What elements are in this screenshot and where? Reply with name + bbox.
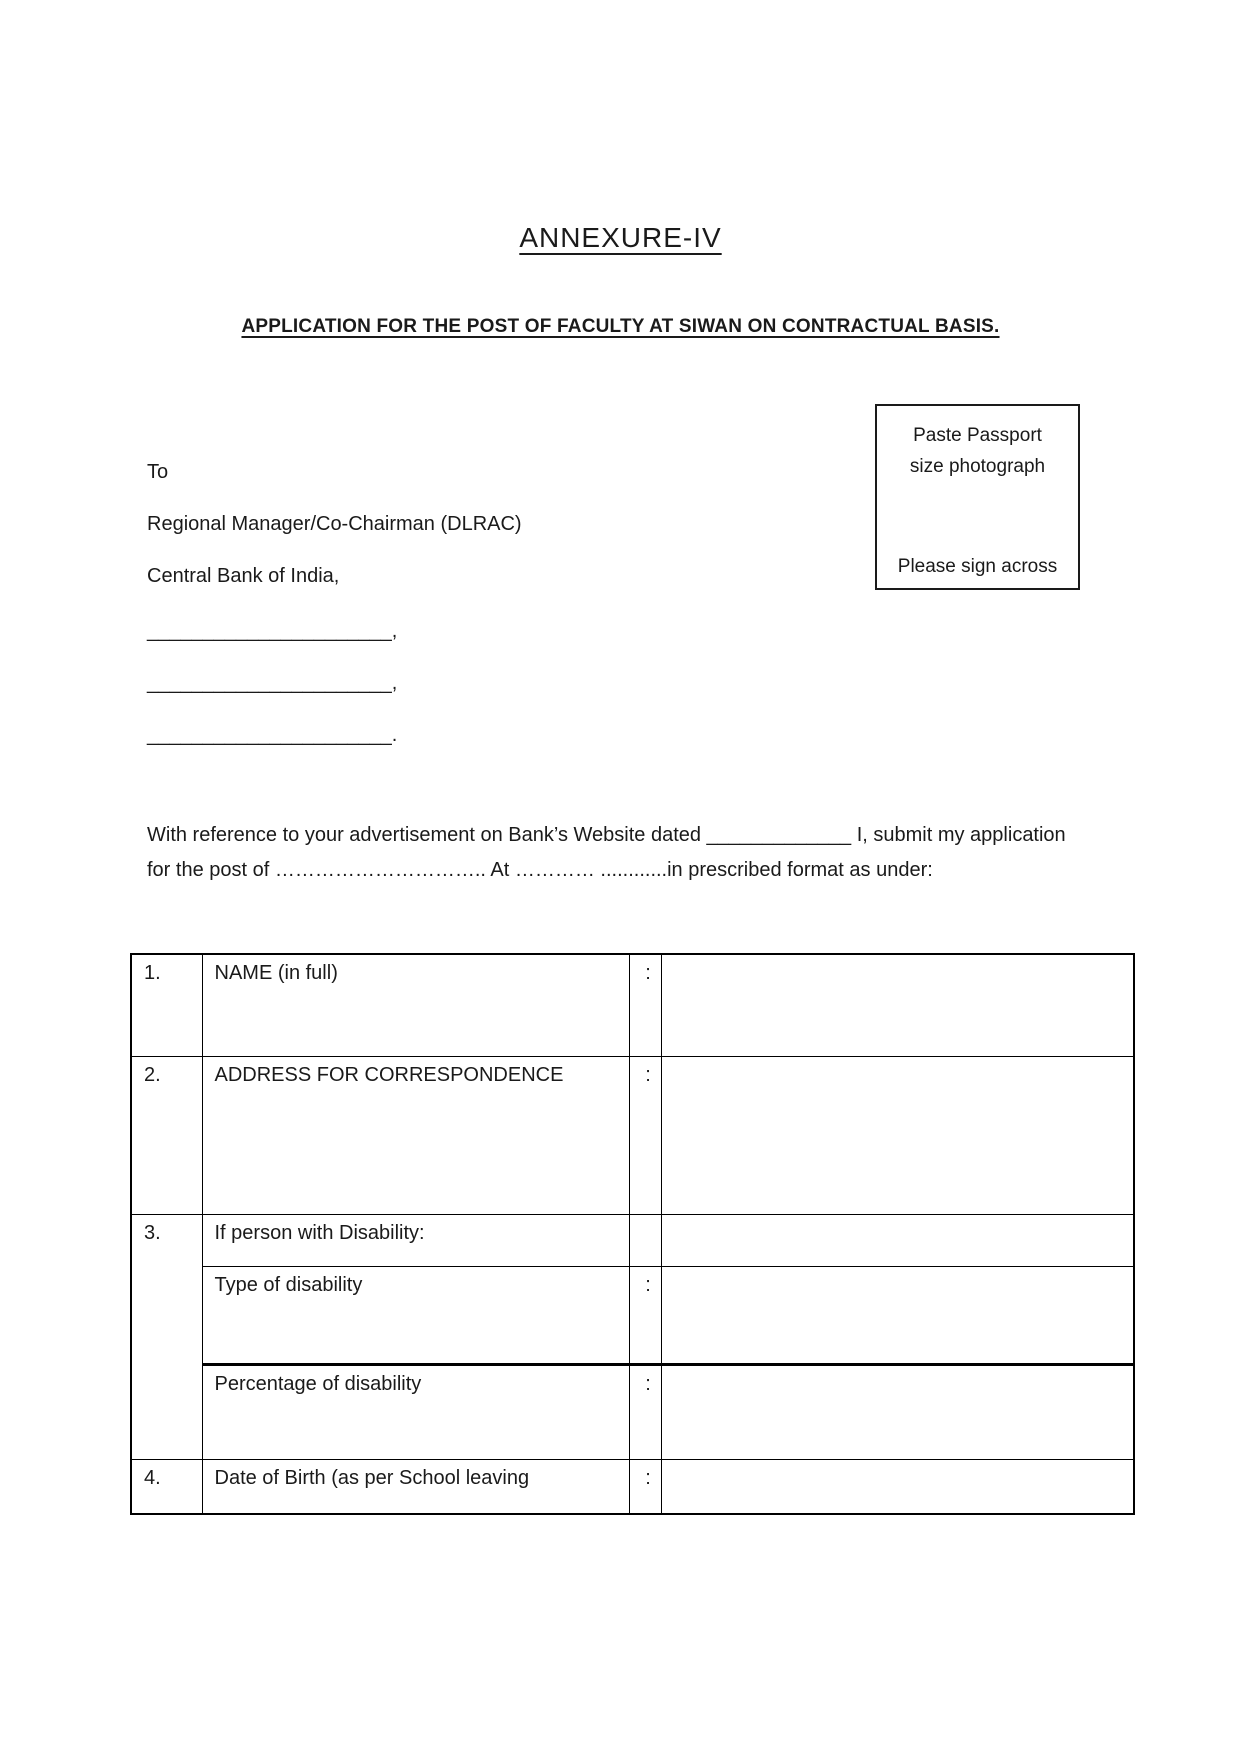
row-number: 2. [131,1056,202,1214]
reference-paragraph [147,818,1127,888]
row-value-cell [661,1056,1134,1214]
row-label: If person with Disability: [202,1214,629,1266]
application-table [130,953,1135,1515]
table-row [131,954,1134,1056]
table-row [131,1214,1134,1266]
table-row [131,1364,1134,1459]
row-label: Percentage of disability [202,1364,629,1459]
row-value-cell [661,1459,1134,1514]
row-number: 3. [131,1214,202,1459]
reference-paragraph-line1: With reference to your advertisement on Bank’s Website dated _____________ I, submit my application [147,824,1066,846]
row-number: 4. [131,1459,202,1514]
photo-box-instruction [877,420,1078,482]
address-blank-line-2: ______________________, [147,672,398,694]
address-bank: Central Bank of India, [147,565,340,587]
photo-box-sign-note: Please sign across [897,556,1058,577]
row-label: NAME (in full) [202,954,629,1056]
row-value-cell [661,1266,1134,1364]
row-value-cell [661,1364,1134,1459]
address-blank-line-1: ______________________, [147,620,398,642]
row-label: ADDRESS FOR CORRESPONDENCE [202,1056,629,1214]
table-row [131,1266,1134,1364]
row-value-cell [661,1214,1134,1266]
photo-box-line2: size photograph [909,456,1046,477]
page-subtitle: APPLICATION FOR THE POST OF FACULTY AT SIWAN ON CONTRACTUAL BASIS. [241,316,1000,337]
row-colon: : [629,1266,661,1364]
row-colon: : [629,954,661,1056]
row-colon [629,1214,661,1266]
page-title: ANNEXURE-IV [519,222,722,253]
address-recipient: Regional Manager/Co-Chairman (DLRAC) [147,513,522,535]
row-colon: : [629,1459,661,1514]
row-colon: : [629,1364,661,1459]
address-to: To [147,461,169,483]
photo-box [875,404,1080,590]
row-number: 1. [131,954,202,1056]
table-row [131,1459,1134,1514]
row-colon: : [629,1056,661,1214]
row-value-cell [661,954,1134,1056]
address-blank-line-3: ______________________. [147,724,398,746]
photo-box-line1: Paste Passport [913,425,1042,446]
row-label: Date of Birth (as per School leaving [202,1459,629,1514]
reference-paragraph-line2: for the post of ………………………….. At ………… ............in prescribed format as under: [147,859,933,881]
table-row [131,1056,1134,1214]
row-label: Type of disability [202,1266,629,1364]
